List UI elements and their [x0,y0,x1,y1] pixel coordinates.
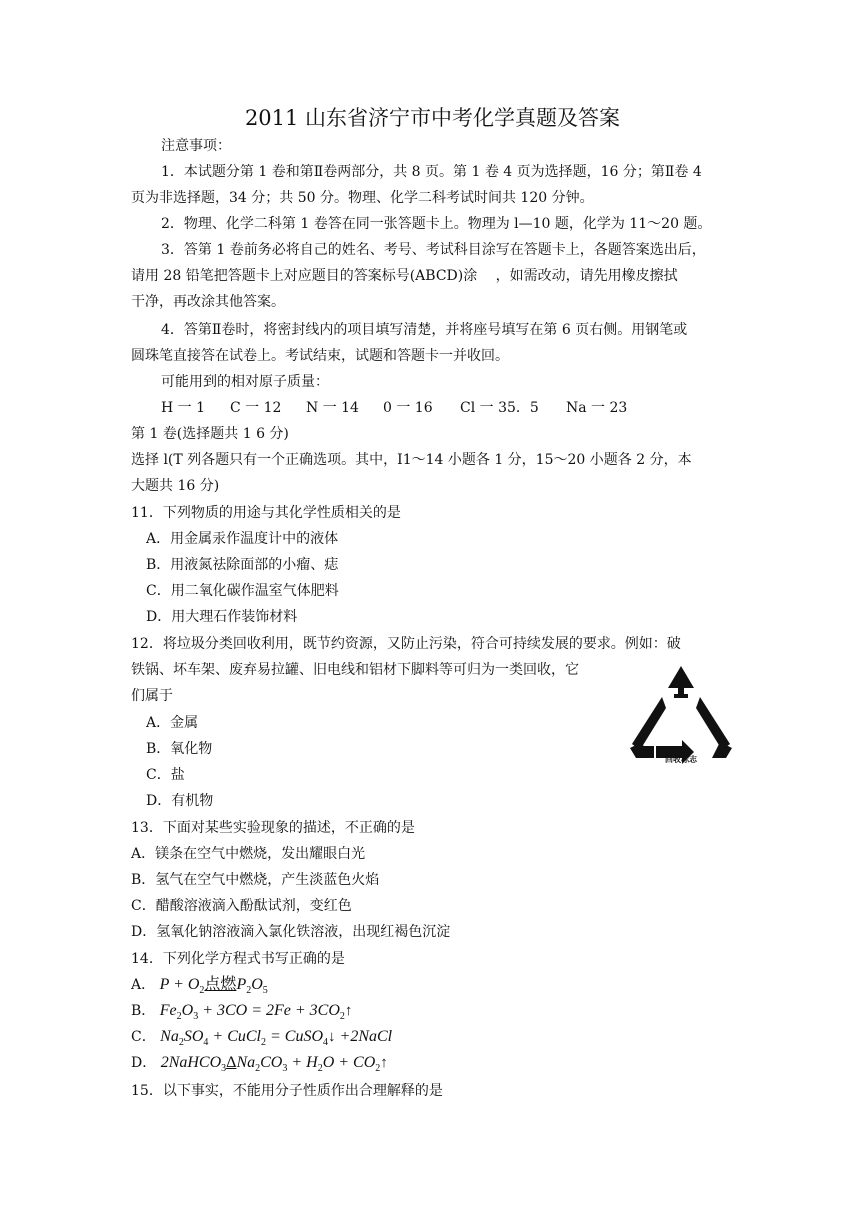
q14-option-a [131,975,268,1001]
q13-stem: 13．下面对某些实验现象的描述，不正确的是 [131,820,415,836]
q14-option-b [131,1001,352,1027]
notice-item-1-cont: 页为非选择题，34 分；共 50 分。物理、化学二科考试时间共 120 分钟。 [131,190,594,206]
notice-item-3: 3．答第 1 卷前务必将自己的姓名、考号、考试科目涂写在答题卡上，各题答案选出后， [161,242,706,258]
notice-item-3-end: 干净，再改涂其他答案。 [131,294,285,310]
atomic-mass-cl: Cl 一 35．5 [460,400,539,416]
section-heading: 第 1 卷(选择题共 1 6 分) [131,426,289,442]
q13-option-b: B．氢气在空气中燃烧，产生淡蓝色火焰 [131,872,380,888]
q11-option-c: C．用二氧化碳作温室气体肥料 [146,583,339,599]
atomic-mass-c: C 一 12 [230,400,282,416]
atomic-mass-n: N 一 14 [306,400,359,416]
q14-option-d-label: D． [131,1055,157,1071]
notice-item-3-cont: 请用 28 铅笔把答题卡上对应题目的答案标号(ABCD)涂 ，如需改动，请先用橡皮擦拭 [131,268,678,284]
q14-option-d [131,1053,388,1079]
q13-option-d: D．氢氧化钠溶液滴入氯化铁溶液，出现红褐色沉淀 [131,924,451,940]
q11-option-b: B．用液氮祛除面部的小瘤、痣 [146,557,339,573]
q14-stem: 14．下列化学方程式书写正确的是 [131,951,345,967]
q14-equation-b: $Fe_2O_3 + 3CO = 2Fe$ + $3CO_2↑$ [159,1002,353,1023]
q12-stem-cont: 铁锅、坏车架、废弃易拉罐、旧电线和铝材下脚料等可归为一类回收，它 [131,662,579,678]
q14-equation-d: $2NaHCO_3\Delta Na_2CO_3 + H_2O$ + $CO_2↑$ [160,1054,388,1075]
atomic-mass-h: H 一 1 [161,400,206,416]
atomic-mass-heading: 可能用到的相对原子质量： [161,374,329,390]
q12-option-b: B．氧化物 [146,741,213,757]
q14-option-c-label: C． [131,1029,156,1045]
q15-stem: 15．以下事实，不能用分子性质作出合理解释的是 [131,1083,443,1099]
q14-option-b-label: B． [131,1003,156,1019]
atomic-mass-o: 0 一 16 [383,400,433,416]
q13-option-c: C．醋酸溶液滴入酚酞试剂，变红色 [131,898,352,914]
q11-option-d: D．用大理石作装饰材料 [146,609,298,625]
section-description: 选择 l(T 列各题只有一个正确选项。其中，I1～14 小题各 1 分，15～20 小题各 2 分，本 [131,452,692,468]
notice-item-4: 4．答第Ⅱ卷时，将密封线内的项目填写清楚，并将座号填写在第 6 页右侧。用钢笔或 [161,322,688,338]
notice-item-1: 1．本试题分第 1 卷和第Ⅱ卷两部分，共 8 页。第 1 卷 4 页为选择题，16 分；第Ⅱ卷 4 [161,164,702,180]
q14-equation-c: $Na_2SO_4$ + CuCl$_2$ = CuSO$_4$↓ +2NaCl [160,1028,393,1049]
q14-equation-a: $P + O_2$点燃$P_2O_5$ [159,976,268,997]
recycle-logo-caption: 回收标志 [665,755,697,764]
notice-heading: 注意事项： [161,138,231,154]
notice-item-4-cont: 圆珠笔直接答在试卷上。考试结束，试题和答题卡一并收回。 [131,348,509,364]
q11-option-a: A．用金属汞作温度计中的液体 [146,531,339,547]
q14-option-c [131,1027,392,1053]
q14-option-a-label: A． [131,977,156,993]
q12-stem: 12．将垃圾分类回收利用，既节约资源，又防止污染，符合可持续发展的要求。例如：破 [131,636,681,652]
q12-stem-end: 们属于 [131,688,173,704]
atomic-mass-na: Na 一 23 [566,400,628,416]
q12-option-c: C．盐 [146,767,185,783]
q13-option-a: A．镁条在空气中燃烧，发出耀眼白光 [131,846,366,862]
section-description-cont: 大题共 16 分) [131,478,220,494]
q12-option-a: A．金属 [146,715,199,731]
q11-stem: 11．下列物质的用途与其化学性质相关的是 [131,505,401,521]
q12-option-d: D．有机物 [146,793,214,809]
page-title: 2011 山东省济宁市中考化学真题及答案 [244,106,621,130]
notice-item-2: 2．物理、化学二科第 1 卷答在同一张答题卡上。物理为 l—10 题，化学为 11～20 题。 [161,216,712,232]
